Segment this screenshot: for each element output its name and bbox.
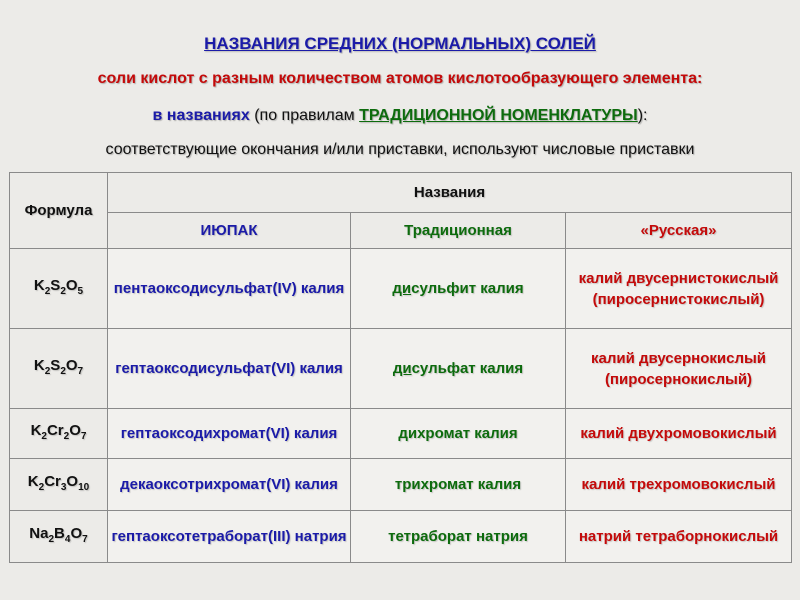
russian-name: калий двусернокислый	[590, 349, 767, 367]
russian-name-cell	[566, 329, 792, 409]
traditional-name-cell	[351, 459, 566, 511]
traditional-name-cell	[351, 329, 566, 409]
formula-cell	[10, 459, 108, 511]
russian-name-cell	[566, 409, 792, 459]
formula-element: K	[33, 357, 45, 374]
russian-name-alt: (пиросернокислый)	[604, 370, 753, 388]
russian-name-cell	[566, 511, 792, 563]
russian-name: натрий тетраборнокислый	[578, 528, 779, 545]
formula-subscript: 7	[77, 366, 84, 377]
table-header-row	[10, 173, 792, 213]
header-traditional: Традиционная	[351, 213, 566, 249]
iupac-name-cell: гептаоксотетраборат(III) натрия	[108, 511, 351, 563]
formula-element: O	[69, 422, 81, 439]
traditional-name-cell	[351, 409, 566, 459]
iupac-name-cell: гептаоксодисульфат(VI) калия	[108, 329, 351, 409]
formula-element: B	[54, 525, 65, 542]
iupac-name-cell: пентаоксодисульфат(IV) калия	[108, 249, 351, 329]
formula-subscript: 2	[44, 286, 51, 297]
formula-element: O	[66, 473, 79, 490]
page-subtitle: соли кислот с разным количеством атомов кислотообразующего элемента:	[97, 70, 703, 87]
formula-subscript: 5	[77, 286, 84, 297]
russian-name-cell	[566, 249, 792, 329]
formula-cell	[10, 409, 108, 459]
formula-cell	[10, 249, 108, 329]
traditional-name: сульфит калия	[411, 280, 524, 297]
formula-subscript: 2	[38, 482, 45, 493]
table-row	[10, 329, 792, 409]
formula-element: S	[50, 357, 61, 374]
iupac-name-cell: декаоксотрихромат(VI) калия	[108, 459, 351, 511]
formula-element: K	[27, 473, 39, 490]
formula-subscript: 2	[60, 366, 66, 377]
header-russian: «Русская»	[566, 213, 792, 249]
formula-cell	[10, 511, 108, 563]
formula-subscript: 2	[63, 431, 70, 442]
table-row	[10, 511, 792, 563]
nomenclature-note	[0, 107, 800, 125]
traditional-prefix: ди	[392, 280, 412, 297]
formula-element: K	[30, 422, 42, 439]
russian-name: калий двухромовокислый	[580, 425, 777, 442]
traditional-name: тетраборат натрия	[388, 528, 528, 545]
formula-element: Cr	[46, 422, 64, 439]
page-title: НАЗВАНИЯ СРЕДНИХ (НОРМАЛЬНЫХ) СОЛЕЙ	[204, 34, 596, 53]
table-row	[10, 409, 792, 459]
note-part-4: ):	[637, 107, 648, 124]
table-subheader-row	[10, 213, 792, 249]
formula-subscript: 2	[41, 431, 47, 442]
formula-element: O	[70, 525, 83, 542]
formula-subscript: 7	[80, 431, 87, 442]
russian-name: калий трехромовокислый	[581, 476, 776, 493]
header-formula: Формула	[10, 173, 108, 249]
formula-subscript: 10	[78, 482, 90, 493]
formula-element: O	[65, 277, 78, 294]
formula-element: S	[50, 277, 61, 294]
russian-name: калий двусернистокислый	[578, 269, 779, 287]
russian-name-alt: (пиросернистокислый)	[592, 290, 765, 308]
formula-element: O	[65, 357, 78, 374]
table-row	[10, 249, 792, 329]
formula-subscript: 3	[60, 482, 67, 493]
table-row	[10, 459, 792, 511]
formula-subscript: 2	[44, 366, 51, 377]
traditional-name-cell	[351, 249, 566, 329]
note-part-2: (по правилам	[249, 107, 360, 124]
salts-table	[9, 172, 792, 563]
header-iupac: ИЮПАК	[108, 213, 351, 249]
formula-subscript: 7	[82, 534, 88, 545]
formula-subscript: 2	[60, 286, 66, 297]
formula-element: Na	[29, 525, 49, 542]
iupac-name-cell: гептаоксодихромат(VI) калия	[108, 409, 351, 459]
formula-subscript: 4	[64, 534, 71, 545]
traditional-prefix: ди	[392, 360, 412, 377]
traditional-name: дихромат калия	[398, 425, 518, 442]
traditional-name: трихромат калия	[394, 476, 522, 493]
russian-name-cell	[566, 459, 792, 511]
note-part-1: в названиях	[152, 107, 250, 124]
note-part-3: ТРАДИЦИОННОЙ НОМЕНКЛАТУРЫ	[359, 107, 638, 124]
traditional-name-cell	[351, 511, 566, 563]
header-names: Названия	[108, 173, 792, 213]
formula-element: K	[33, 277, 45, 294]
formula-cell	[10, 329, 108, 409]
rule-description: соответствующие окончания и/или приставки, используют числовые приставки	[105, 141, 695, 158]
formula-subscript: 2	[48, 534, 55, 545]
formula-element: Cr	[44, 473, 61, 490]
traditional-name: сульфат калия	[411, 360, 524, 377]
